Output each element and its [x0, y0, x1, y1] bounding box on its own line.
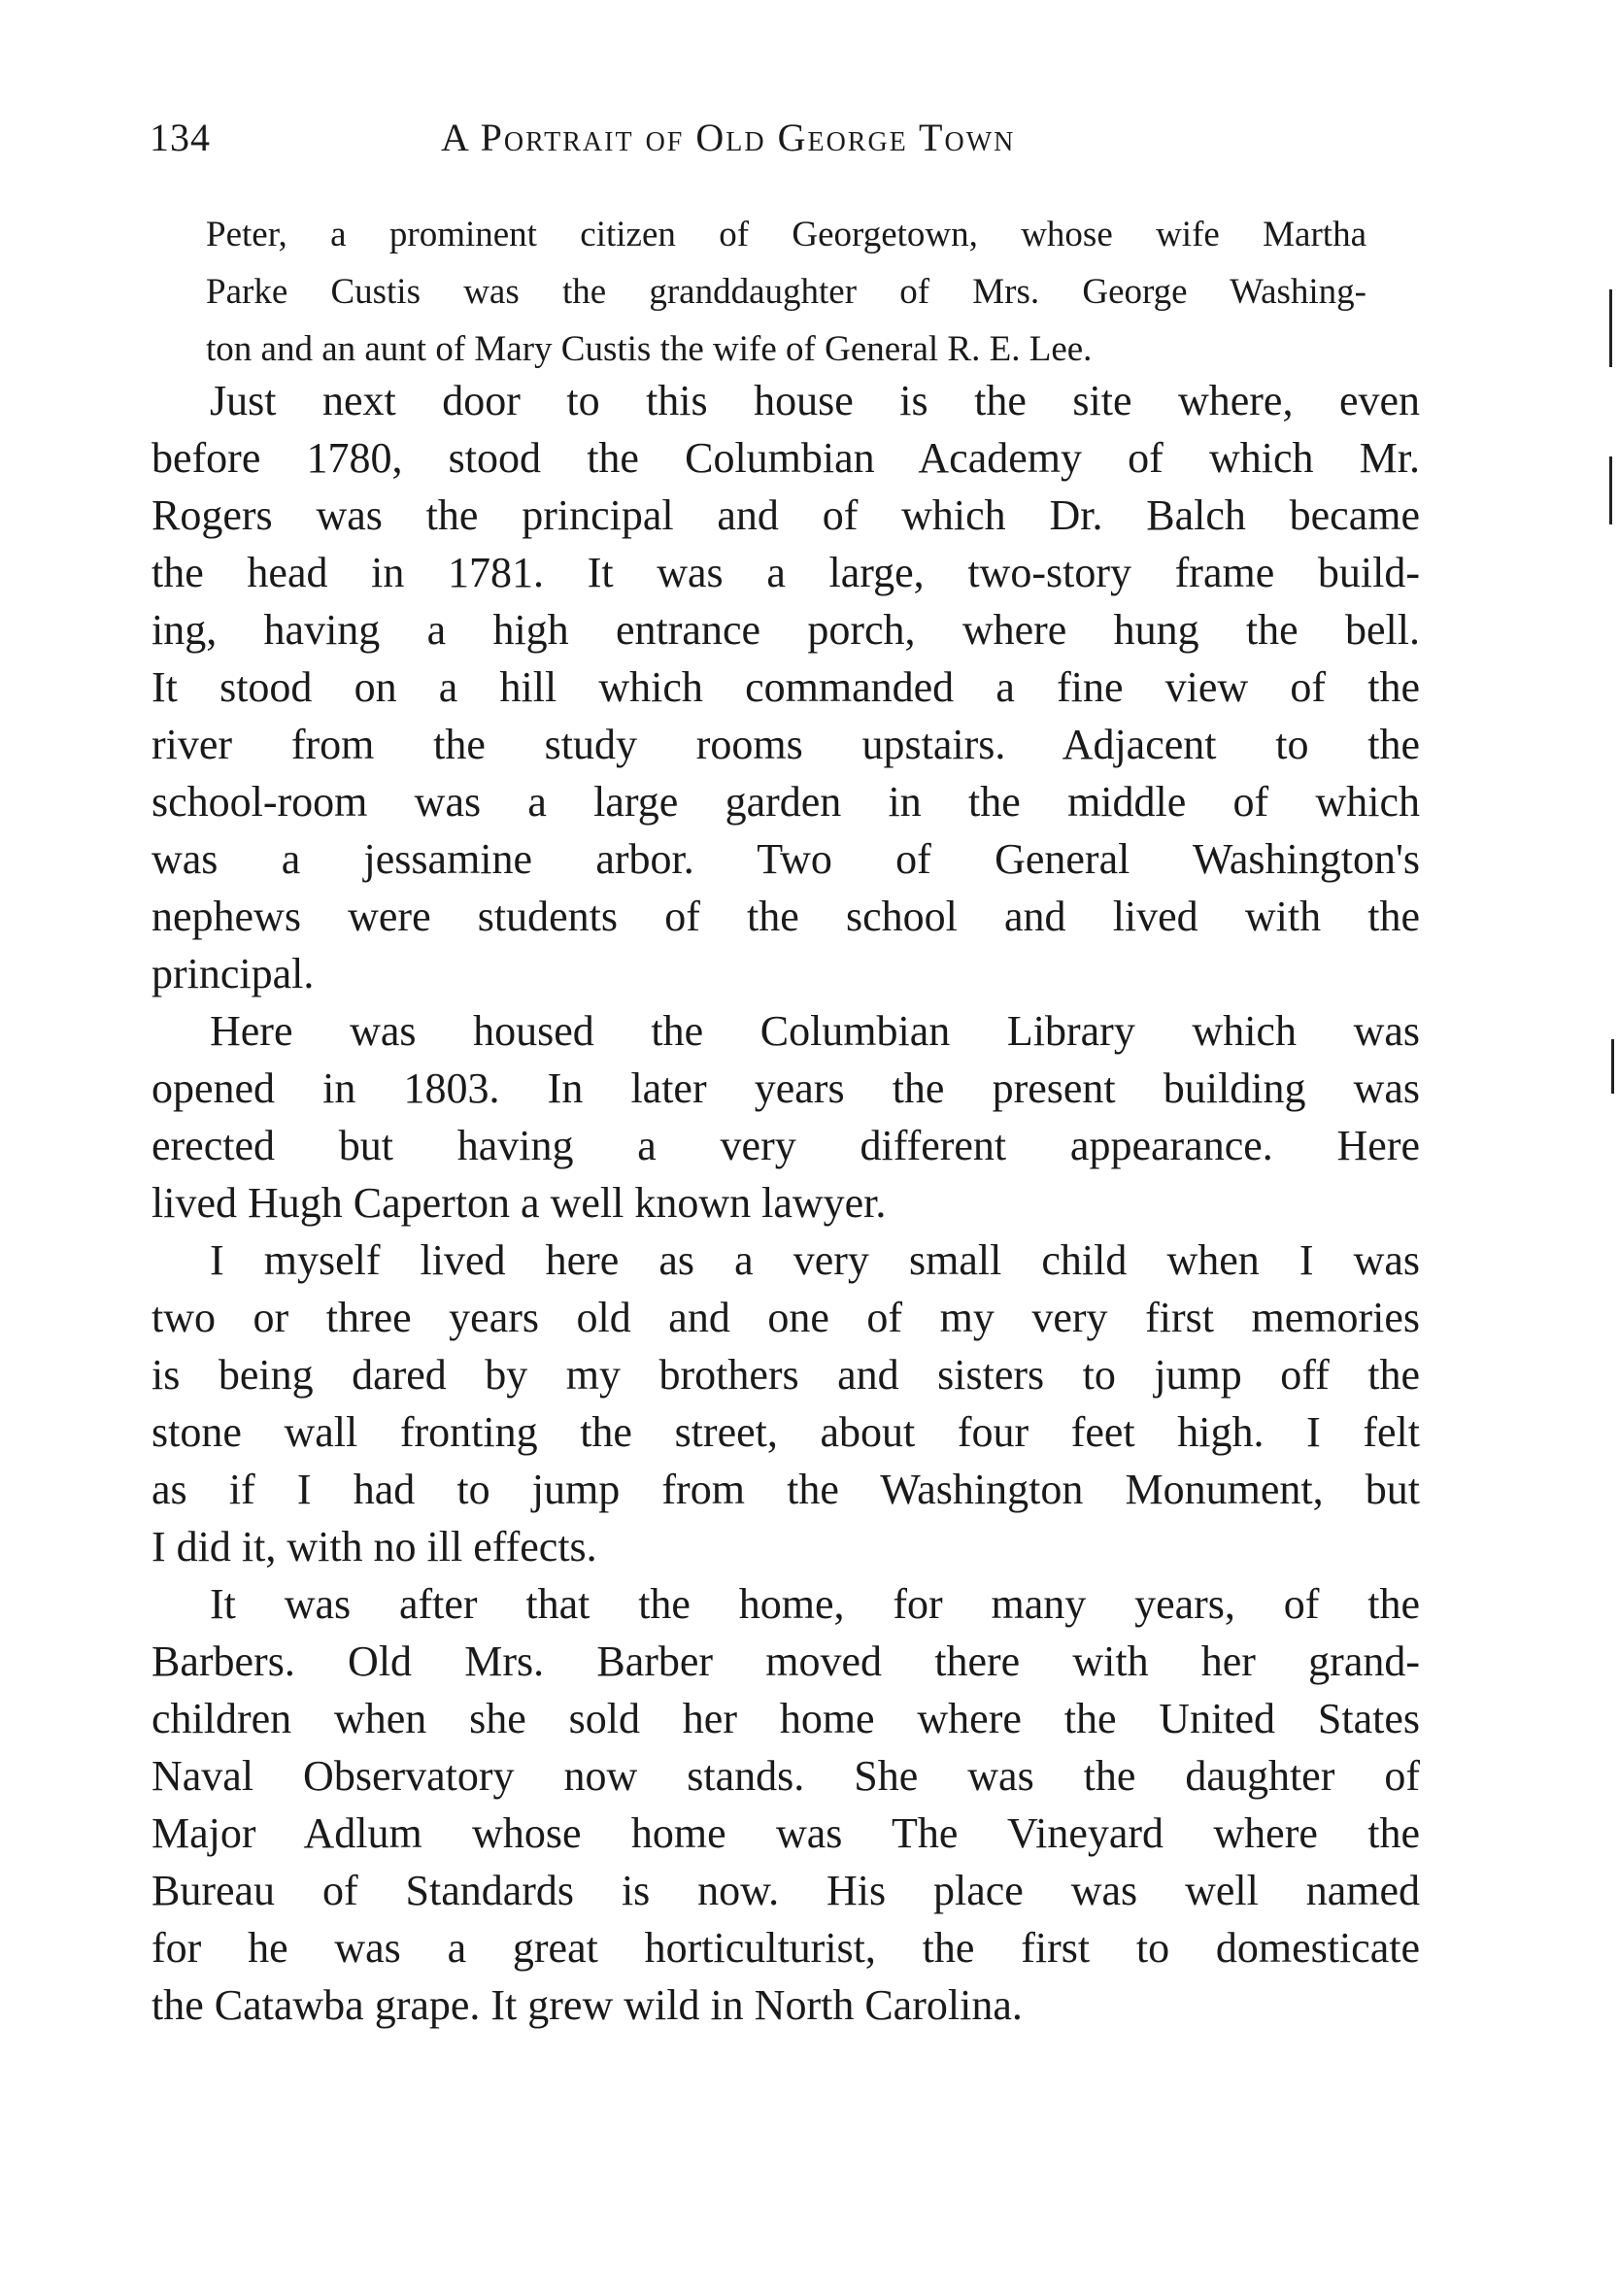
text-line: ing, having a high entrance porch, where hung the bell. — [152, 606, 1420, 654]
text-line: school-room was a large garden in the middle of which — [152, 778, 1420, 826]
paragraph — [152, 372, 1420, 1002]
body-text — [152, 372, 1420, 2034]
text-line: Barbers. Old Mrs. Barber moved there with her grand- — [152, 1638, 1420, 1685]
text-line: Here was housed the Columbian Library which was — [210, 1007, 1420, 1055]
text-line: children when she sold her home where the United States — [152, 1695, 1420, 1742]
text-line: the head in 1781. It was a large, two-story frame build- — [152, 549, 1420, 596]
text-line: lived Hugh Caperton a well known lawyer. — [152, 1179, 887, 1227]
paragraph — [152, 1002, 1420, 1232]
text-line: nephews were students of the school and lived with the — [152, 893, 1420, 940]
text-line: is being dared by my brothers and sisters to jump off the — [152, 1351, 1420, 1399]
running-title: A Portrait of Old George Town — [441, 116, 1016, 159]
footnote-line: ton and an aunt of Mary Custis the wife of General R. E. Lee. — [206, 329, 1093, 369]
footnote-line: Peter, a prominent citizen of Georgetown, whose wife Martha — [206, 215, 1366, 254]
text-line: the Catawba grape. It grew wild in North Carolina. — [152, 1981, 1023, 2029]
page-header — [150, 115, 1432, 173]
paragraph — [152, 1575, 1420, 2034]
text-line: It stood on a hill which commanded a fine view of the — [152, 663, 1420, 711]
text-line: Major Adlum whose home was The Vineyard where the — [152, 1809, 1420, 1857]
text-line: for he was a great horticulturist, the first to domesticate — [152, 1924, 1420, 1972]
text-line: stone wall fronting the street, about four feet high. I felt — [152, 1408, 1420, 1456]
text-line: before 1780, stood the Columbian Academy of which Mr. — [152, 434, 1420, 482]
text-line: principal. — [152, 950, 315, 997]
margin-mark — [1611, 1039, 1614, 1094]
page-number: 134 — [150, 116, 211, 159]
footnote — [206, 206, 1366, 378]
text-line: opened in 1803. In later years the present building was — [152, 1064, 1420, 1112]
text-line: as if I had to jump from the Washington Monument, but — [152, 1466, 1420, 1513]
text-line: Rogers was the principal and of which Dr. Balch became — [152, 491, 1420, 539]
text-line: river from the study rooms upstairs. Adjacent to the — [152, 721, 1420, 768]
text-line: Just next door to this house is the site where, even — [210, 377, 1420, 424]
text-line: It was after that the home, for many years, of the — [210, 1580, 1420, 1628]
text-line: erected but having a very different appearance. Here — [152, 1122, 1420, 1169]
text-line: I myself lived here as a very small child when I was — [210, 1236, 1420, 1284]
margin-mark — [1609, 289, 1612, 367]
text-line: was a jessamine arbor. Two of General Washington's — [152, 835, 1420, 883]
text-line: I did it, with no ill effects. — [152, 1523, 597, 1570]
paragraph — [152, 1232, 1420, 1575]
text-line: Naval Observatory now stands. She was the daughter of — [152, 1752, 1420, 1800]
footnote-line: Parke Custis was the granddaughter of Mrs. George Washing- — [206, 272, 1366, 312]
margin-mark — [1609, 456, 1612, 524]
text-line: Bureau of Standards is now. His place was well named — [152, 1867, 1420, 1914]
text-line: two or three years old and one of my very first memories — [152, 1294, 1420, 1341]
